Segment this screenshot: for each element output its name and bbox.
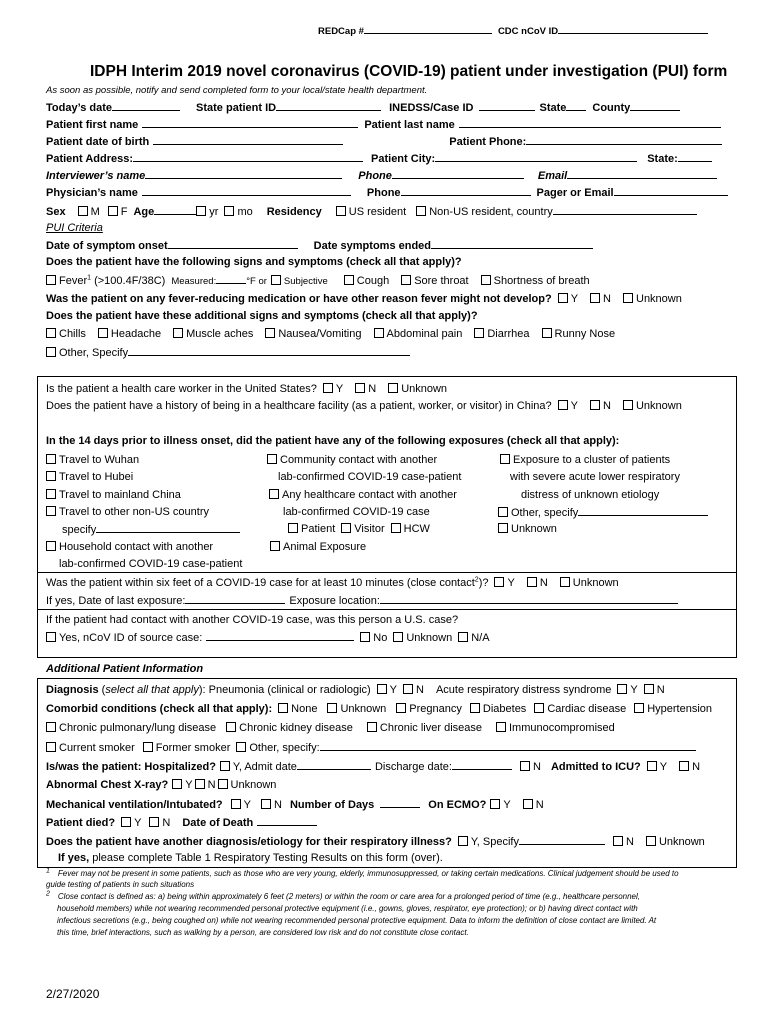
checkbox-abdominal[interactable] <box>374 328 384 338</box>
specify-field[interactable]: specify <box>62 522 240 537</box>
checkbox-sore-throat[interactable] <box>401 275 411 285</box>
checkbox-source-na[interactable] <box>458 632 468 642</box>
checkbox-fever[interactable] <box>46 275 56 285</box>
checkbox-ecmo-n[interactable] <box>523 799 533 809</box>
checkbox-sob[interactable] <box>481 275 491 285</box>
row-fever[interactable]: Fever$^1$ (>100.4F/38C) Measured: °F or Subjective Cough Sore throat Shortness of breath <box>46 273 590 289</box>
checkbox-hosp-n[interactable] <box>520 761 530 771</box>
row-other-symptom[interactable]: Other, Specify <box>46 345 410 360</box>
label: distress of unknown etiology <box>521 489 660 501</box>
checkbox-runny-nose[interactable] <box>542 328 552 338</box>
footnote-2-cont: household members) while not wearing recommended personal protective equipment (i.e., gowns, gloves, respirator, eye protection); or b) having direct contact with <box>57 904 638 913</box>
checkbox-chills[interactable] <box>46 328 56 338</box>
checkbox-mech-y[interactable] <box>231 799 241 809</box>
checkbox-mech-n[interactable] <box>261 799 271 809</box>
checkbox-item[interactable]: Travel to Wuhan <box>46 453 139 467</box>
checkbox-died-y[interactable] <box>121 817 131 827</box>
signs-question: Does the patient have the following signs and symptoms (check all that apply)? <box>46 256 462 268</box>
row-hospitalized[interactable]: Is/was the patient: Hospitalized? Y, Admit date Discharge date: N Admitted to ICU? Y N <box>46 761 701 773</box>
page-title: IDPH Interim 2019 novel coronavirus (COVID-19) patient under investigation (PUI) form <box>90 63 728 80</box>
checkbox-item[interactable]: Exposure to a cluster of patients <box>500 453 670 467</box>
checkbox-item[interactable]: Community contact with another <box>267 453 437 467</box>
checkbox-otherdx-y[interactable] <box>458 836 468 846</box>
row-facility-history[interactable]: Does the patient have a history of being in a healthcare facility (as a patient, worker, or visitor) in China? Y N Unknown <box>46 400 682 412</box>
checkbox-source-unknown[interactable] <box>393 632 403 642</box>
checkbox-hcw-n[interactable] <box>355 383 365 393</box>
checkbox-item[interactable]: Animal Exposure <box>270 540 366 554</box>
if-yes-note: If yes, please complete Table 1 Respiratory Testing Results on this form (over). <box>58 852 443 864</box>
checkbox-source-no[interactable] <box>360 632 370 642</box>
checkbox-f[interactable] <box>108 206 118 216</box>
checkbox-none[interactable] <box>278 703 288 713</box>
row-chronic[interactable]: Chronic pulmonary/lung disease Chronic kidney disease Chronic liver disease Immunocompromised <box>46 721 615 735</box>
row-dob[interactable]: Patient date of birth Patient Phone: <box>46 134 722 149</box>
row-physician[interactable]: Physician’s name Phone Pager or Email <box>46 185 728 200</box>
checkbox-other-symptom[interactable] <box>46 347 56 357</box>
checkbox-six-y[interactable] <box>494 577 504 587</box>
checkbox-lung[interactable] <box>46 722 56 732</box>
checkbox-six-n[interactable] <box>527 577 537 587</box>
checkbox-med-n[interactable] <box>590 293 600 303</box>
footer-date: 2/27/2020 <box>46 987 100 1001</box>
checkbox-six-unknown[interactable] <box>560 577 570 587</box>
label: lab-confirmed COVID-19 case-patient <box>59 558 243 570</box>
row-ids[interactable]: Today’s date State patient ID INEDSS/Case ID State County <box>46 100 680 115</box>
other-specify[interactable]: Other, specify <box>498 505 708 520</box>
additional-signs-question: Does the patient have these additional signs and symptoms (check all that apply)? <box>46 310 478 322</box>
checkbox-item[interactable]: Unknown <box>498 522 557 536</box>
checkbox-ecmo-y[interactable] <box>490 799 500 809</box>
pui-criteria-heading: PUI Criteria <box>46 222 103 234</box>
footnote-2-cont: this time, brief interactions, such as walking by a person, are considered low risk and do not constitute close contact. <box>57 928 469 937</box>
checkbox-headache[interactable] <box>98 328 108 338</box>
checkbox-icu-y[interactable] <box>647 761 657 771</box>
footnote-2-cont: infectious secretions (e.g., being coughed on) while not wearing recommended personal protective equipment. Data to inform the definition of close contact are limited. At <box>57 916 657 925</box>
checkbox-hcw-y[interactable] <box>323 383 333 393</box>
row-died[interactable]: Patient died? Y N Date of Death <box>46 815 317 830</box>
checkbox-item[interactable]: Any healthcare contact with another <box>269 488 457 502</box>
row-hcw[interactable]: Is the patient a health care worker in the United States? Y N Unknown <box>46 383 448 395</box>
checkbox-us-resident[interactable] <box>336 206 346 216</box>
checkbox-hosp-y[interactable] <box>220 761 230 771</box>
row-names[interactable]: Patient first name Patient last name <box>46 117 721 132</box>
checkbox-item[interactable]: Travel to other non-US country <box>46 505 209 519</box>
checkbox-unknown[interactable] <box>327 703 337 713</box>
checkbox-source-yes[interactable] <box>46 632 56 642</box>
checkbox-subjective[interactable] <box>271 275 281 285</box>
row-interviewer[interactable]: Interviewer’s name Phone Email <box>46 168 717 183</box>
row-other-diagnosis[interactable]: Does the patient have another diagnosis/etiology for their respiratory illness? Y, Specify N Unknown <box>46 836 705 848</box>
checkbox-hist-y[interactable] <box>558 400 568 410</box>
checkbox-med-y[interactable] <box>558 293 568 303</box>
divider <box>37 572 737 573</box>
checkbox-hist-n[interactable] <box>590 400 600 410</box>
label: lab-confirmed COVID-19 case-patient <box>278 471 462 483</box>
checkbox-item[interactable]: Travel to mainland China <box>46 488 181 502</box>
row-fever-med[interactable]: Was the patient on any fever-reducing medication or have other reason fever might not develop? Y N Unknown <box>46 293 682 305</box>
checkbox-med-unknown[interactable] <box>623 293 633 303</box>
checkbox-xray-unknown[interactable] <box>218 779 228 789</box>
checkbox-otherdx-unknown[interactable] <box>646 836 656 846</box>
checkbox-hypertension[interactable] <box>634 703 644 713</box>
divider <box>37 609 737 610</box>
checkbox-yr[interactable] <box>196 206 206 216</box>
checkbox-item[interactable]: Household contact with another <box>46 540 213 554</box>
checkbox-cardiac[interactable] <box>534 703 544 713</box>
checkbox-cough[interactable] <box>344 275 354 285</box>
checkbox-diarrhea[interactable] <box>474 328 484 338</box>
checkbox-ards-y[interactable] <box>617 684 627 694</box>
row-additional-signs[interactable]: Chills Headache Muscle aches Nausea/Vomiting Abdominal pain Diarrhea Runny Nose <box>46 327 615 341</box>
checkbox-xray-n[interactable] <box>195 779 205 789</box>
row-symptom-dates[interactable]: Date of symptom onset Date symptoms ended <box>46 238 593 253</box>
checkbox-hist-unknown[interactable] <box>623 400 633 410</box>
checkbox-other-condition[interactable] <box>236 742 246 752</box>
additional-heading: Additional Patient Information <box>46 663 204 675</box>
checkbox-pneumonia-n[interactable] <box>403 684 413 694</box>
row-close-contact[interactable]: Was the patient within six feet of a COVID-19 case for at least 10 minutes (close contact$^2$)? Y N Unknown <box>46 576 619 589</box>
row-contact-type[interactable]: Patient Visitor HCW <box>288 522 430 536</box>
label: with severe acute lower respiratory <box>510 471 680 483</box>
us-case-question: If the patient had contact with another COVID-19 case, was this person a U.S. case? <box>46 614 459 626</box>
checkbox-mo[interactable] <box>224 206 234 216</box>
checkbox-kidney[interactable] <box>226 722 236 732</box>
row-comorbid[interactable]: Comorbid conditions (check all that apply): None Unknown Pregnancy Diabetes Cardiac disease Hypertension <box>46 703 713 715</box>
row-last-exposure[interactable]: If yes, Date of last exposure: Exposure location: <box>46 593 678 608</box>
footnote-2: $^2$ Close contact is defined as: a) being within approximately 6 feet (2 meters) or within the room or care area for a prolonged period of time (e.g., healthcare personnel, <box>46 890 640 901</box>
checkbox-diabetes[interactable] <box>470 703 480 713</box>
row-source-case[interactable]: Yes, nCoV ID of source case: No Unknown N/A <box>46 630 490 645</box>
row-sex-age[interactable]: Sex M F Age yr mo Residency US resident Non-US resident, country <box>46 204 697 219</box>
checkbox-muscle[interactable] <box>173 328 183 338</box>
checkbox-otherdx-n[interactable] <box>613 836 623 846</box>
checkbox-liver[interactable] <box>367 722 377 732</box>
checkbox-current-smoker[interactable] <box>46 742 56 752</box>
checkbox-nausea[interactable] <box>265 328 275 338</box>
checkbox-m[interactable] <box>78 206 88 216</box>
footnote-1-cont: guide testing of patients in such situations <box>46 880 195 889</box>
row-diagnosis[interactable]: Diagnosis (select all that apply): Pneumonia (clinical or radiologic) Y N Acute respiratory distress syndrome Y N <box>46 684 665 696</box>
checkbox-icu-n[interactable] <box>679 761 689 771</box>
row-address[interactable]: Patient Address: Patient City: State: <box>46 151 712 166</box>
label: lab-confirmed COVID-19 case <box>283 506 430 518</box>
checkbox-immuno[interactable] <box>496 722 506 732</box>
checkbox-died-n[interactable] <box>149 817 159 827</box>
footnote-1: $^1$ Fever may not be present in some patients, such as those who are very young, elderly, immunosuppressed, or taking certain medications. Clinical judgement should be used to <box>46 867 679 878</box>
checkbox-pneumonia-y[interactable] <box>377 684 387 694</box>
exposure-question: In the 14 days prior to illness onset, did the patient have any of the following exposures (check all that apply): <box>46 435 620 447</box>
row-xray[interactable]: Abnormal Chest X-ray? Y N Unknown <box>46 779 277 791</box>
row-smoker[interactable]: Current smoker Former smoker Other, specify: <box>46 740 696 755</box>
checkbox-xray-y[interactable] <box>172 779 182 789</box>
checkbox-hcw-unknown[interactable] <box>388 383 398 393</box>
checkbox-item[interactable]: Travel to Hubei <box>46 470 133 484</box>
row-mechanical[interactable]: Mechanical ventilation/Intubated? Y N Number of Days On ECMO? Y N <box>46 799 544 811</box>
checkbox-former-smoker[interactable] <box>143 742 153 752</box>
subtitle: As soon as possible, notify and send completed form to your local/state health department. <box>46 85 428 96</box>
checkbox-pregnancy[interactable] <box>396 703 406 713</box>
redcap-field[interactable]: REDCap # CDC nCoV ID <box>318 23 708 39</box>
checkbox-ards-n[interactable] <box>644 684 654 694</box>
checkbox-non-us[interactable] <box>416 206 426 216</box>
